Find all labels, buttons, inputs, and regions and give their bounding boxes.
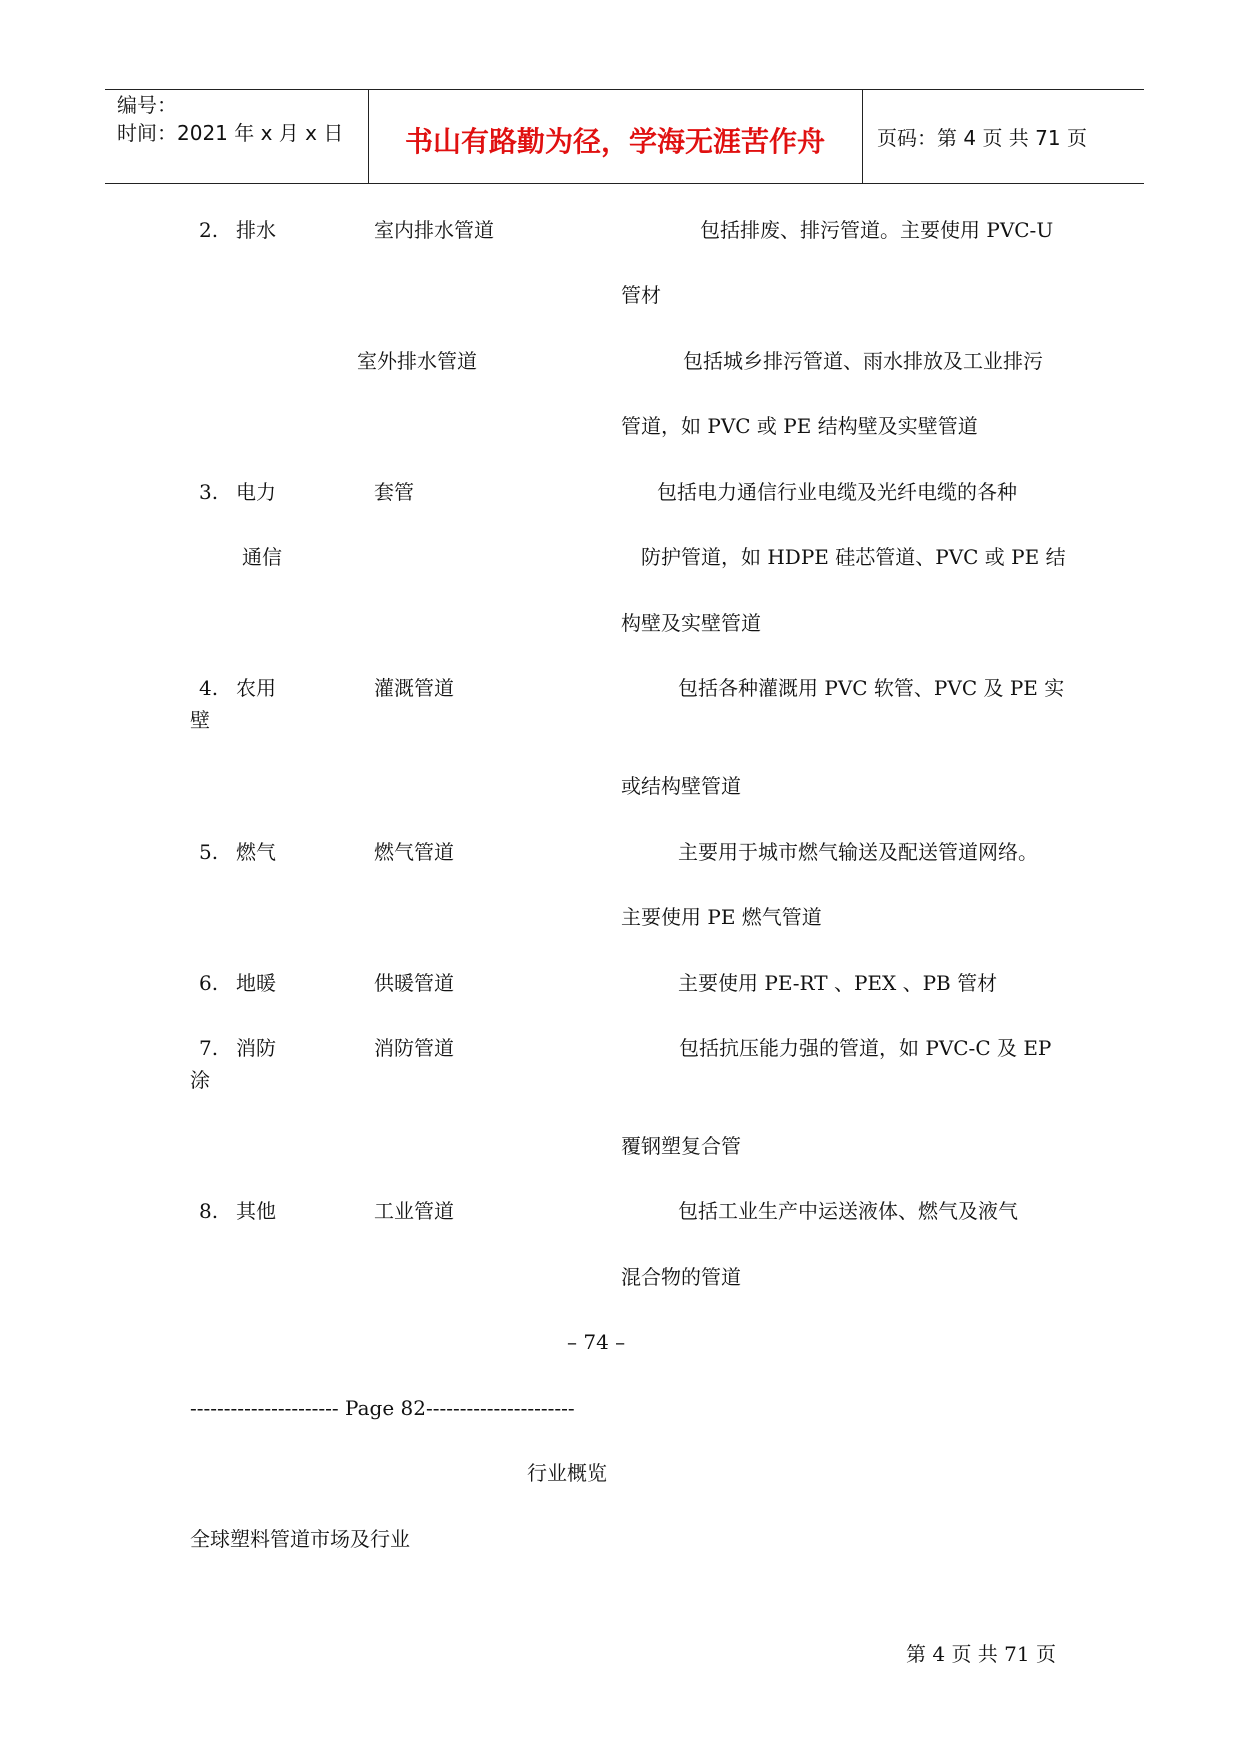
- row-subcategory: 室内排水管道: [374, 218, 494, 242]
- row-description-cont: 管道，如 PVC 或 PE 结构壁及实壁管道: [621, 414, 978, 438]
- header-serial-label: 编号：: [117, 93, 177, 117]
- footer-page-label: 第 4 页 共 71 页: [906, 1642, 1056, 1666]
- row-description-cont: 防护管道，如 HDPE 硅芯管道、PVC 或 PE 结: [641, 545, 1066, 569]
- row-description-cont: 主要使用 PE 燃气管道: [621, 905, 822, 929]
- header-divider-left: [368, 90, 369, 184]
- header-time-label: 时间：2021 年 x 月 x 日: [117, 121, 344, 145]
- row-description: 主要用于城市燃气输送及配送管道网络。: [678, 840, 1038, 864]
- row-overflow-char: 壁: [190, 708, 210, 732]
- row-description: 包括各种灌溉用 PVC 软管、PVC 及 PE 实: [678, 676, 1065, 700]
- row-subcategory: 燃气管道: [374, 840, 454, 864]
- row-category: 农用: [236, 676, 276, 700]
- row-description: 包括抗压能力强的管道，如 PVC-C 及 EP: [679, 1036, 1052, 1060]
- row-description: 包括排废、排污管道。主要使用 PVC-U: [700, 218, 1054, 242]
- subsection-title: 全球塑料管道市场及行业: [190, 1527, 410, 1551]
- row-overflow-char: 涂: [190, 1068, 210, 1092]
- row-category: 其他: [236, 1199, 276, 1223]
- header-bottom-rule: [105, 183, 1144, 184]
- row-number: 2.: [199, 218, 219, 242]
- page-break-marker: ---------------------- Page 82----------------------: [190, 1396, 575, 1420]
- row-description: 包括工业生产中运送液体、燃气及液气: [678, 1199, 1018, 1223]
- section-title: 行业概览: [527, 1461, 607, 1485]
- row-description: 包括电力通信行业电缆及光纤电缆的各种: [657, 480, 1017, 504]
- header-motto: 书山有路勤为径，学海无涯苦作舟: [404, 125, 825, 158]
- row-category: 燃气: [236, 840, 276, 864]
- row-description-cont: 混合物的管道: [621, 1265, 741, 1289]
- row-number: 7.: [199, 1036, 219, 1060]
- row-category: 排水: [236, 218, 276, 242]
- row-description-cont: 管材: [621, 283, 661, 307]
- row-subcategory: 套管: [374, 480, 414, 504]
- row-category: 消防: [236, 1036, 276, 1060]
- header-top-rule: [105, 89, 1144, 90]
- row-number: 6.: [199, 971, 219, 995]
- row-subcategory: 消防管道: [374, 1036, 454, 1060]
- page-number: – 74 –: [567, 1330, 626, 1354]
- row-category: 地暖: [236, 971, 276, 995]
- row-subcategory: 灌溉管道: [374, 676, 454, 700]
- row-description-cont: 构壁及实壁管道: [621, 611, 761, 635]
- row-description: 包括城乡排污管道、雨水排放及工业排污: [683, 349, 1043, 373]
- row-description: 主要使用 PE-RT 、PEX 、PB 管材: [678, 971, 998, 995]
- row-number: 5.: [199, 840, 219, 864]
- header-page-label: 页码：第 4 页 共 71 页: [877, 126, 1087, 150]
- row-subcategory: 工业管道: [374, 1199, 454, 1223]
- row-number: 8.: [199, 1199, 219, 1223]
- row-subcategory: 供暖管道: [374, 971, 454, 995]
- row-description-cont: 或结构壁管道: [621, 774, 741, 798]
- row-number: 3.: [199, 480, 219, 504]
- row-subcategory: 室外排水管道: [357, 349, 477, 373]
- row-category: 电力: [236, 480, 276, 504]
- row-category-cont: 通信: [242, 545, 282, 569]
- header-divider-right: [862, 90, 863, 184]
- row-number: 4.: [199, 676, 219, 700]
- row-description-cont: 覆钢塑复合管: [621, 1134, 741, 1158]
